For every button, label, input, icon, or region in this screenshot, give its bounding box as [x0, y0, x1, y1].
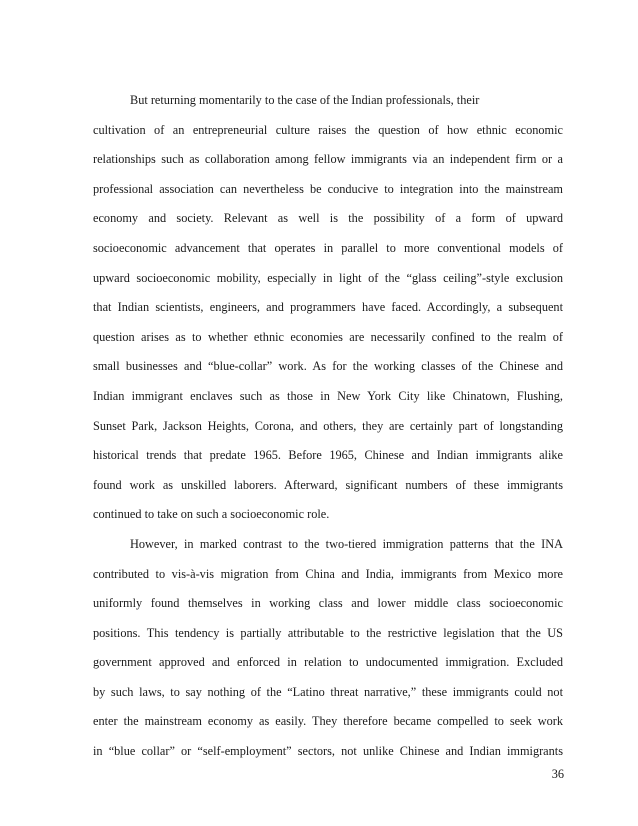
text-line: contributed to vis-à-vis migration from China and India, immigrants from Mexico more [93, 566, 563, 581]
text-line: Indian immigrant enclaves such as those in New York City like Chinatown, Flushing, [93, 388, 563, 403]
text-line: by such laws, to say nothing of the “Latino threat narrative,” these immigrants could not [93, 684, 563, 699]
text-line: positions. This tendency is partially attributable to the restrictive legislation that the US [93, 625, 563, 640]
text-line: found work as unskilled laborers. Afterward, significant numbers of these immigrants [93, 477, 563, 492]
text-line: government approved and enforced in relation to undocumented immigration. Excluded [93, 655, 563, 670]
text-line: But returning momentarily to the case of the Indian professionals, their [130, 93, 480, 107]
text-line: relationships such as collaboration among fellow immigrants via an independent firm or a [93, 152, 563, 167]
text-line: uniformly found themselves in working class and lower middle class socioeconomic [93, 596, 563, 611]
text-line: However, in marked contrast to the two-tiered immigration patterns that the INA [130, 536, 563, 551]
text-line: socioeconomic advancement that operates in parallel to more conventional models of [93, 240, 563, 255]
text-line: continued to take on such a socioeconomic role. [93, 507, 330, 522]
text-line: enter the mainstream economy as easily. They therefore became compelled to seek work [93, 714, 563, 729]
page-number: 36 [551, 767, 564, 781]
text-line: historical trends that predate 1965. Before 1965, Chinese and Indian immigrants alike [93, 448, 563, 463]
text-line: small businesses and “blue-collar” work. As for the working classes of the Chinese and [93, 359, 563, 374]
body-text [93, 86, 563, 767]
text-line: upward socioeconomic mobility, especially in light of the “glass ceiling”-style exclusion [93, 270, 563, 285]
text-line: economy and society. Relevant as well is the possibility of a form of upward [93, 211, 563, 226]
text-line: that Indian scientists, engineers, and programmers have faced. Accordingly, a subsequent [93, 300, 563, 315]
text-line: question arises as to whether ethnic economies are necessarily confined to the realm of [93, 329, 563, 344]
text-line: in “blue collar” or “self-employment” sectors, not unlike Chinese and Indian immigrants [93, 744, 563, 759]
text-line: professional association can nevertheless be conducive to integration into the mainstream [93, 181, 563, 196]
text-line: cultivation of an entrepreneurial culture raises the question of how ethnic economic [93, 122, 563, 137]
text-line: Sunset Park, Jackson Heights, Corona, and others, they are certainly part of longstanding [93, 418, 563, 433]
